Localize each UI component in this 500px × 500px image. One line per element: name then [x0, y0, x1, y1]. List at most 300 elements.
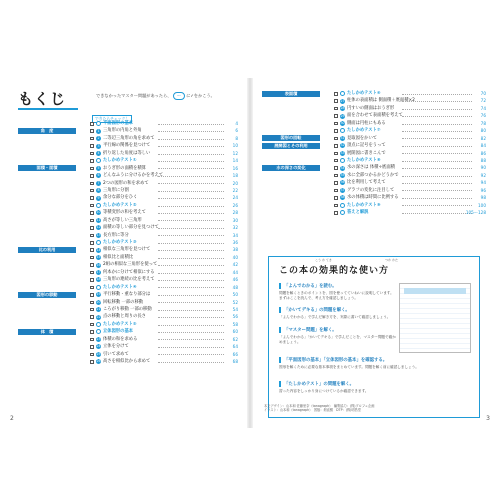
- lesson-title: 展開図に書きこんで: [347, 150, 386, 156]
- leader-dots: [158, 206, 224, 207]
- toc-row: [18, 269, 238, 276]
- page-ref: 32: [232, 225, 238, 231]
- checkbox[interactable]: [90, 286, 94, 290]
- lesson-number: [96, 121, 101, 126]
- checkbox[interactable]: [90, 189, 94, 193]
- page-ref: 78: [480, 120, 486, 126]
- page-number-left: 2: [10, 415, 14, 422]
- page-ref: 6: [235, 128, 238, 134]
- lesson-title: 高さが等しい三角形: [103, 217, 142, 223]
- toc-row: [262, 105, 486, 112]
- page-ref: 22: [232, 187, 238, 193]
- toc-category: 表面積: [262, 91, 320, 97]
- lesson-number: 37: [340, 187, 345, 192]
- page-ref: 76: [480, 113, 486, 119]
- lesson-title: 平面図形の基本: [103, 121, 134, 126]
- leader-dots: [402, 124, 472, 125]
- checkbox[interactable]: [90, 248, 94, 252]
- toc-row: [18, 261, 238, 268]
- step-text: 問題を解くときのポイントを、図を使ってていねいに説明しています。まずはここを読んで、考え方を確認しましょう。: [279, 291, 394, 301]
- toc-row: [18, 276, 238, 283]
- leader-dots: [402, 183, 472, 184]
- leader-dots: [158, 354, 224, 355]
- page-ref: 38: [232, 247, 238, 253]
- toc-category: 図形の回転: [262, 135, 320, 141]
- lesson-number: 24: [96, 344, 101, 349]
- toc-row: [262, 90, 486, 97]
- page-ref: 44: [232, 269, 238, 275]
- checkbox[interactable]: [334, 129, 338, 133]
- page-ref: 12: [232, 150, 238, 156]
- page-ref: 26: [232, 202, 238, 208]
- toc-row: [18, 165, 238, 172]
- toc-row: [18, 202, 238, 209]
- checkbox[interactable]: [90, 219, 94, 223]
- page-ref: 56: [232, 314, 238, 320]
- lesson-number: 33: [340, 150, 345, 155]
- lesson-title: たしかめテスト⑨: [347, 202, 381, 208]
- checkbox[interactable]: [90, 278, 94, 282]
- step-heading: 「マスター問題」を解く。: [279, 327, 397, 333]
- page-ref: 62: [232, 336, 238, 342]
- page-ref: 14: [232, 158, 238, 164]
- leader-dots: [158, 161, 224, 162]
- toc-row: [262, 187, 486, 194]
- checkbox[interactable]: [90, 315, 94, 319]
- toc-row: [262, 135, 486, 142]
- leader-dots: [402, 109, 472, 110]
- checkbox[interactable]: [334, 92, 338, 96]
- toc-row: [18, 157, 238, 164]
- step-text: 図形を解くために必要な基本事項をまとめています。問題を解く前に確認しましょう。: [279, 365, 419, 369]
- step-text: 習った内容をしっかり身につけているか確認できます。: [279, 389, 369, 393]
- usage-guide-box: [268, 256, 480, 418]
- lesson-title: ころがり移動 一部の移動: [103, 306, 152, 312]
- lesson-number: 13: [96, 232, 101, 237]
- toc-row: [262, 127, 486, 134]
- checkbox[interactable]: [334, 211, 338, 215]
- checkbox[interactable]: [90, 301, 94, 305]
- book-gutter: [247, 78, 253, 428]
- lesson-title: 柱体の表面積は 側面積＋底面積×2: [347, 98, 415, 104]
- checkbox[interactable]: [334, 152, 338, 156]
- leader-dots: [402, 153, 472, 154]
- lesson-title: たしかめテスト④: [103, 284, 137, 290]
- toc-category: 比の利用: [18, 247, 76, 253]
- checkbox[interactable]: [90, 330, 94, 334]
- lesson-number: [96, 240, 101, 245]
- leader-dots: [158, 198, 224, 199]
- lesson-title: 水に全部つかるかどうかで: [347, 172, 399, 178]
- leader-dots: [402, 94, 472, 95]
- leader-dots: [158, 317, 224, 318]
- toc-row: [262, 120, 486, 127]
- page-ref: 94: [480, 180, 486, 186]
- toc-category: 面積・面積: [18, 165, 76, 171]
- step-heading: 「たしかめテスト」の問題を解く。: [279, 381, 471, 387]
- lesson-title: 長方形に等分: [103, 232, 129, 238]
- lesson-title: おうぎ形の面積を積算: [103, 165, 146, 171]
- checkbox[interactable]: [334, 122, 338, 126]
- lesson-number: [96, 203, 101, 208]
- page-ref: 50: [232, 292, 238, 298]
- checkbox[interactable]: [90, 323, 94, 327]
- lesson-number: 22: [96, 314, 101, 319]
- checkbox[interactable]: [334, 114, 338, 118]
- lesson-title: たしかめテスト②: [103, 202, 137, 208]
- page-ref: 82: [480, 135, 486, 141]
- toc-row: [262, 164, 486, 171]
- toc-row: [18, 194, 238, 201]
- checkbox[interactable]: [334, 159, 338, 163]
- lesson-number: [340, 128, 345, 133]
- leader-dots: [158, 347, 224, 348]
- guide-step-5: [279, 381, 471, 394]
- toc-row: [18, 142, 238, 149]
- page-ref: 24: [232, 195, 238, 201]
- leader-dots: [158, 332, 224, 333]
- page-ref: 84: [480, 143, 486, 149]
- leader-dots: [402, 116, 472, 117]
- leader-dots: [158, 325, 224, 326]
- lesson-number: 1: [97, 128, 100, 133]
- checkbox[interactable]: [90, 196, 94, 200]
- checkbox[interactable]: [334, 181, 338, 185]
- checkbox[interactable]: [90, 204, 94, 208]
- lesson-number: 6: [97, 173, 100, 178]
- lesson-number: 4: [97, 150, 100, 155]
- lesson-number: 14: [96, 247, 101, 252]
- leader-dots: [402, 176, 472, 177]
- leader-dots: [158, 265, 224, 266]
- lesson-number: [340, 210, 345, 215]
- lesson-title: たしかめテスト⑥: [347, 91, 381, 96]
- toc-row: [18, 246, 238, 253]
- page-ref: 90: [480, 165, 486, 171]
- checkbox[interactable]: [334, 189, 338, 193]
- toc-row: [18, 299, 238, 306]
- toc-left: [18, 120, 238, 365]
- leader-dots: [402, 161, 472, 162]
- page-ref: 98: [480, 195, 486, 201]
- leader-dots: [402, 168, 472, 169]
- checkbox[interactable]: [90, 174, 94, 178]
- toc-row: [18, 321, 238, 328]
- toc-row: [18, 120, 238, 127]
- lesson-title: 面積の等しい部分を見つけて: [103, 225, 159, 231]
- checkbox[interactable]: [90, 211, 94, 215]
- checkbox[interactable]: [334, 99, 338, 103]
- lesson-title: 余分な部分をひく: [103, 195, 138, 201]
- lesson-title: 何本かに分けて相似にする: [103, 269, 155, 275]
- toc-row: [18, 351, 238, 358]
- checkbox[interactable]: [334, 196, 338, 200]
- leader-dots: [158, 258, 224, 259]
- lesson-number: 28: [340, 106, 345, 111]
- lesson-number: [96, 158, 101, 163]
- page-ref: 52: [232, 299, 238, 305]
- lesson-number: [96, 322, 101, 327]
- toc-row: [18, 172, 238, 179]
- page-ref: 60: [232, 329, 238, 335]
- checkbox[interactable]: [334, 107, 338, 111]
- leader-dots: [402, 138, 472, 139]
- checkbox[interactable]: [334, 174, 338, 178]
- credits: [264, 404, 374, 413]
- lesson-title: 相似な三角形を見つけて: [103, 247, 151, 253]
- toc-row: [18, 224, 238, 231]
- toc-row: [262, 142, 486, 149]
- leader-dots: [158, 339, 224, 340]
- toc-row: [18, 239, 238, 246]
- lesson-title: たしかめテスト①: [103, 158, 137, 164]
- checkbox[interactable]: [90, 144, 94, 148]
- checkbox[interactable]: [334, 204, 338, 208]
- title-underline: [18, 108, 78, 110]
- lesson-number: [340, 203, 345, 208]
- lesson-title: 面を合わせて表面積を考えて: [347, 113, 403, 119]
- leader-dots: [402, 198, 472, 199]
- leader-dots: [158, 154, 224, 155]
- toc-row: [18, 284, 238, 291]
- lesson-number: 29: [340, 113, 345, 118]
- lesson-number: 5: [97, 165, 100, 170]
- checkbox[interactable]: [334, 144, 338, 148]
- page-ref: 72: [480, 98, 486, 104]
- checkbox[interactable]: [90, 256, 94, 260]
- check-label: できたらチェック！: [92, 115, 132, 123]
- toc-row: [262, 112, 486, 119]
- page-ref: 88: [480, 157, 486, 163]
- toc-row: [262, 209, 486, 216]
- lesson-number: 32: [340, 143, 345, 148]
- toc-row: [18, 306, 238, 313]
- leader-dots: [158, 243, 224, 244]
- lesson-title: 円すいの側面はおうぎ形: [347, 105, 395, 111]
- checkbox[interactable]: [90, 182, 94, 186]
- lesson-title: 体積の和を求める: [103, 336, 138, 342]
- lesson-number: 11: [96, 217, 101, 222]
- lesson-number: 30: [340, 120, 345, 125]
- page-ref: 58: [232, 321, 238, 327]
- page-ref: 100: [478, 202, 486, 208]
- lesson-number: [96, 329, 101, 334]
- toc-row: [18, 291, 238, 298]
- page-ref: 28: [232, 210, 238, 216]
- leader-dots: [158, 168, 224, 169]
- toc-row: [262, 179, 486, 186]
- lesson-number: 23: [96, 336, 101, 341]
- toc-row: [18, 313, 238, 320]
- guide-step-1: [279, 283, 397, 301]
- lesson-number: 15: [96, 255, 101, 260]
- lesson-number: 9: [97, 195, 100, 200]
- checkbox[interactable]: [90, 234, 94, 238]
- leader-dots: [158, 235, 224, 236]
- page-ref: 10: [232, 143, 238, 149]
- page-ref: 8: [235, 135, 238, 141]
- lesson-title: 側面は円柱にもある: [347, 120, 386, 126]
- leader-dots: [402, 190, 472, 191]
- lesson-title: 平行移動・重なり部分は: [103, 292, 151, 298]
- leader-dots: [158, 191, 224, 192]
- lesson-number: 21: [96, 307, 101, 312]
- lesson-title: たしかめテスト⑤: [103, 321, 137, 327]
- page-ref: 70: [480, 91, 486, 96]
- page-title: もくじ: [18, 90, 67, 108]
- lesson-title: たしかめテスト⑧: [347, 157, 381, 163]
- toc-row: [18, 328, 238, 335]
- checkbox[interactable]: [90, 338, 94, 342]
- checkbox[interactable]: [90, 353, 94, 357]
- lesson-number: 7: [97, 180, 100, 185]
- leader-dots: [402, 131, 472, 132]
- guide-ruby-2: つか かた: [385, 258, 398, 262]
- checkbox[interactable]: [90, 129, 94, 133]
- page-ref: 66: [232, 351, 238, 357]
- guide-step-4: [279, 357, 471, 370]
- lesson-title: 水の体積は時間に比例する: [347, 195, 399, 201]
- checkbox[interactable]: [90, 293, 94, 297]
- lesson-number: 20: [96, 299, 101, 304]
- page-ref: 64: [232, 344, 238, 350]
- checkbox[interactable]: [90, 308, 94, 312]
- page-ref: 74: [480, 105, 486, 111]
- lesson-number: 34: [340, 165, 345, 170]
- checkbox[interactable]: [90, 241, 94, 245]
- lesson-title: 頂点に記号をうって: [347, 143, 386, 149]
- lesson-number: 35: [340, 173, 345, 177]
- leader-dots: [158, 273, 224, 274]
- checkbox[interactable]: [90, 152, 94, 156]
- leader-dots: [158, 139, 224, 140]
- step-text: 「よんでわかる」で学んだ解き方を、実際に書いて確認しましょう。: [279, 315, 391, 319]
- leader-dots: [402, 101, 472, 102]
- lesson-title: 見取図をかいて: [347, 135, 378, 141]
- page-ref: 30: [232, 217, 238, 223]
- lesson-title: たしかめテスト⑦: [347, 128, 381, 134]
- lesson-title: 相似比と面積比: [103, 254, 134, 260]
- leader-dots: [158, 310, 224, 311]
- toc-row: [18, 209, 238, 216]
- checkbox[interactable]: [90, 271, 94, 275]
- lesson-number: [340, 91, 345, 96]
- page-ref: 86: [480, 150, 486, 156]
- lesson-number: 10: [96, 210, 101, 215]
- leader-dots: [158, 302, 224, 303]
- page-ref: 4: [235, 121, 238, 126]
- checkbox[interactable]: [334, 137, 338, 141]
- toc-category: 水の深さの変化: [262, 165, 320, 171]
- guide-ruby-1: こう か てき: [315, 258, 332, 262]
- leader-dots: [402, 213, 472, 214]
- checkbox[interactable]: [90, 137, 94, 141]
- lesson-title: 等積変形の和を考えて: [103, 210, 146, 216]
- checkbox[interactable]: [90, 159, 94, 163]
- page-ref: 105〜128: [465, 210, 486, 215]
- page-ref: 36: [232, 240, 238, 245]
- page-number-right: 3: [486, 415, 490, 422]
- lesson-title: 水の深さは 体積÷底面積: [347, 165, 395, 171]
- toc-row: [18, 336, 238, 343]
- leader-dots: [158, 280, 224, 281]
- note-prefix: できなかったマスター問題があったら、: [96, 93, 172, 98]
- leader-dots: [158, 295, 224, 296]
- toc-row: [18, 217, 238, 224]
- leader-dots: [158, 220, 224, 221]
- checkbox[interactable]: [90, 263, 94, 267]
- leader-dots: [158, 131, 224, 132]
- page-ref: 42: [232, 262, 238, 268]
- toc-row: [18, 343, 238, 350]
- checkbox[interactable]: [90, 122, 94, 126]
- lesson-title: たしかめテスト③: [103, 240, 137, 245]
- leader-dots: [402, 205, 472, 206]
- step-heading: 「平面図形の基本」「立体図形の基本」を確認する。: [279, 357, 471, 363]
- step-heading: 「かいてデキる」の問題を解く。: [279, 307, 397, 313]
- toc-category: 体 積: [18, 329, 76, 335]
- lesson-title: グラフの変化に注目して: [347, 187, 395, 193]
- page-ref: 40: [232, 254, 238, 260]
- checkbox[interactable]: [90, 345, 94, 349]
- lesson-number: 18: [96, 277, 101, 282]
- lesson-number: 16: [96, 262, 101, 267]
- note-range: 〜: [173, 92, 185, 100]
- lesson-title: 高さを相似比から求めて: [103, 359, 151, 364]
- toc-row: [262, 97, 486, 104]
- toc-row: [262, 150, 486, 157]
- lesson-title: 三角形に分割: [103, 187, 129, 193]
- page-ref: 54: [232, 306, 238, 312]
- lesson-number: [96, 285, 101, 290]
- leader-dots: [158, 124, 224, 125]
- instruction-note: [96, 92, 215, 100]
- lesson-number: 12: [96, 225, 101, 230]
- lesson-number: 26: [96, 359, 101, 364]
- lesson-number: 17: [96, 269, 101, 274]
- toc-row: [18, 127, 238, 134]
- lesson-title: どんなふうに分けるかを考えて: [103, 173, 164, 179]
- guide-step-3: [279, 327, 397, 345]
- leader-dots: [158, 287, 224, 288]
- guide-title: この本の効果的な使い方: [279, 266, 390, 276]
- lesson-title: 平行線の関係を見つけて: [103, 143, 151, 149]
- lesson-title: 点の移動と周りの長さ: [103, 314, 146, 320]
- page-ref: 92: [480, 172, 486, 178]
- toc-row: [18, 180, 238, 187]
- lesson-number: 3: [97, 143, 100, 148]
- lesson-title: 引いて求めて: [103, 351, 129, 357]
- toc-row: [262, 157, 486, 164]
- checkbox[interactable]: [90, 167, 94, 171]
- step-text: 「よんでわかる」「かいてデキる」で学んだことを、マスター問題で確かめましょう。: [279, 335, 396, 345]
- credit-line-1: 本文デザイン：山本和 佐藤里奈（tanagraph） 編集協力：(株)プロフェ企画: [264, 404, 375, 408]
- leader-dots: [158, 146, 224, 147]
- lesson-title: 2組の相似な三角形を使って: [103, 262, 158, 268]
- lesson-title: 折り返した角度は等しい: [103, 150, 151, 156]
- lesson-number: 36: [340, 180, 345, 185]
- toc-row: [262, 194, 486, 201]
- lesson-title: 立体を分けて: [103, 344, 129, 350]
- leader-dots: [402, 146, 472, 147]
- checkbox[interactable]: [90, 360, 94, 364]
- sample-page-thumbnail: [399, 283, 471, 353]
- toc-category: 図形の移動: [18, 292, 76, 298]
- checkbox[interactable]: [90, 226, 94, 230]
- credit-line-2: イラスト：山本和（tanagraph） 図版：畑直樹 DTP：(株)明昌堂: [264, 408, 361, 413]
- checkbox[interactable]: [334, 166, 338, 170]
- page-ref: 34: [232, 232, 238, 238]
